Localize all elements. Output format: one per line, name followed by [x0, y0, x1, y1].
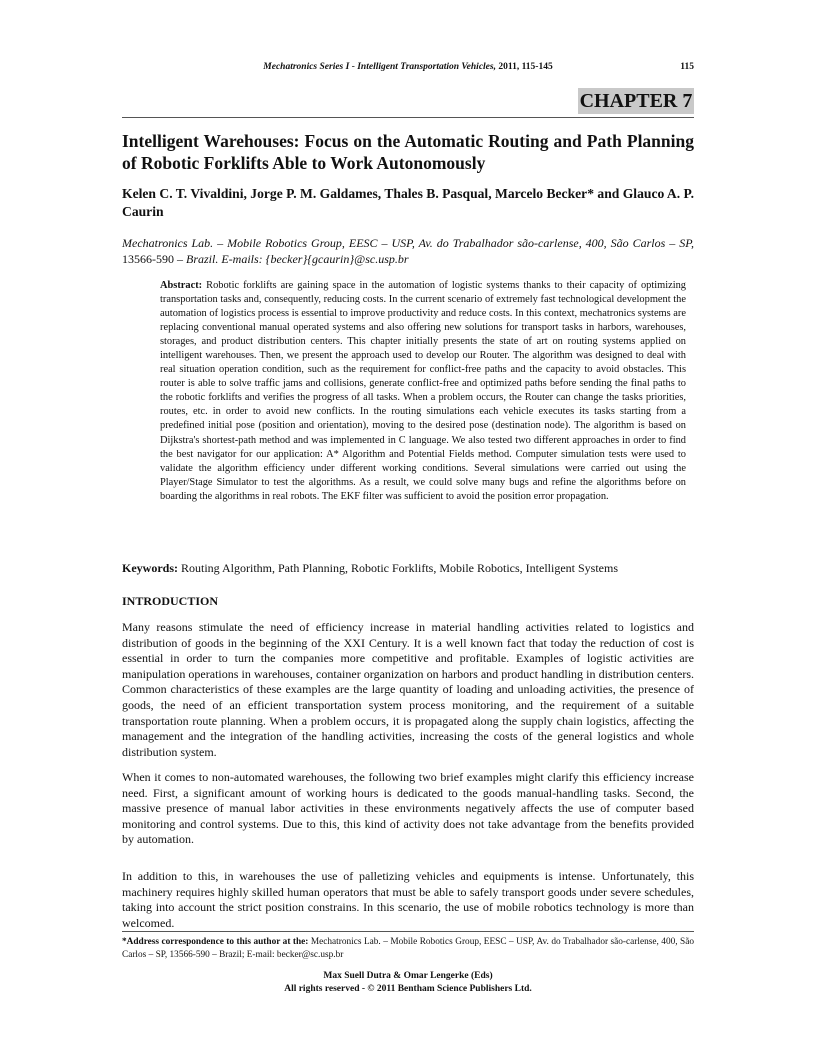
footnote-text: Mechatronics Lab. – Mobile Robotics Group, EESC – USP, Av. do Trabalhador são-carlense, 400, São Carlos – SP, 13566-590 – Brazil; E-mail: becker@sc.usp.br — [122, 937, 694, 960]
paragraph-2: When it comes to non-automated warehouses, the following two brief examples might clarify this efficiency increase need. First, a significant amount of working hours is dedicated to the goods manual-handling tasks. Second, the massive presence of manual labor activities in these environments negatively affects the use of computer based monitoring and control systems. Due to this, this kind of activity does not take advantage from the benefits provided by automation. — [122, 770, 694, 847]
page-number: 115 — [680, 62, 694, 72]
editors: Max Suell Dutra & Omar Lengerke (Eds) — [323, 971, 493, 981]
paper-title: Intelligent Warehouses: Focus on the Automatic Routing and Path Planning of Robotic Forklifts Able to Work Autonomously — [122, 131, 694, 173]
abstract-label: Abstract: — [160, 280, 203, 291]
copyright: All rights reserved - © 2011 Bentham Science Publishers Ltd. — [284, 984, 532, 994]
year-pages: 2011, 115-145 — [495, 62, 553, 72]
paragraph-1: Many reasons stimulate the need of efficiency increase in material handling activities related to logistics and distribution of goods in the beginning of the XXI Century. It is a well known fact that today the reduction of cost is essential in order to turn the companies more competitive and profitable. Examples of logistic activities are manipulation operations in warehouses, container organization on harbors and product handling in distribution centers. Common characteristics of these examples are the large quantity of loading and unloading activities, the presence of goods, the need of an efficient transportation system process monitoring, and the requirement of a suitable transportation route planning. When a problem occurs, it is propagated along the supply chain logistics, affecting the management and the integration of the handling activities, increasing the costs of the general logistics and whole distribution system. — [122, 620, 694, 759]
footnote-rule — [122, 931, 694, 932]
affiliation — [122, 235, 694, 267]
chapter-label: CHAPTER 7 — [579, 90, 693, 112]
abstract-text: Robotic forklifts are gaining space in the automation of logistic systems thanks to their capacity of optimizing transportation tasks and, consequently, reducing costs. In the current scenario of extremely fast technological development the automation of logistics process is essential to improve productivity and reduce costs. In this context, mechatronics systems are replacing conventional manual operated systems and also offering new solutions for transport tasks in harbors, warehouses, storages, and product distribution centers. This chapter initially presents the state of art on routing systems applied on intelligent warehouses. Then, we present the approach used to develop our Router. The algorithm was designed to deal with real situation operation condition, such as the requirement for conflict-free paths and the capacity to avoid obstacles. This router is able to solve traffic jams and collisions, generate conflict-free and optimized paths before sending the final paths to the robotic forklifts and verifies the progress of all tasks. When a problem occurs, the Router can change the tasks priorities, routes, etc. in order to avoid new conflicts. In the routing simulations each vehicle executes its tasks starting from a predefined initial pose (position and orientation), moving to the desired pose (destination node). The algorithm is based on Dijkstra's shortest-path method and was implemented in C language. We also tested two different approaches in order to find the best navigator for our application: A* Algorithm and Potential Fields method. Computer simulation tests were used to validate the algorithm efficiency under different working conditions. Several simulations were carried out using the Player/Stage Simulator to test the algorithms. As a result, we could solve many bugs and refine the algorithms before on boarding the algorithms in real robots. The EKF filter was sufficient to avoid the position error propagation. — [160, 280, 686, 502]
journal-title: Mechatronics Series I - Intelligent Transportation Vehicles, — [263, 62, 496, 72]
paragraph-3: In addition to this, in warehouses the use of palletizing vehicles and equipments is intense. Unfortunately, this machinery requires highly skilled human operators that must be able to safely transport goods under severe schedules, taking into account the strict position constrains. In this scenario, the use of mobile robotics technology is more than welcomed. — [122, 869, 694, 930]
abstract — [160, 279, 686, 504]
keywords-text: Routing Algorithm, Path Planning, Robotic Forklifts, Mobile Robotics, Intelligent Systems — [178, 561, 619, 575]
affiliation-address: Mechatronics Lab. – Mobile Robotics Group, EESC – USP, Av. do Trabalhador são-carlense, 400, São Carlos – SP, — [122, 236, 694, 250]
authors: Kelen C. T. Vivaldini, Jorge P. M. Galdames, Thales B. Pasqual, Marcelo Becker* and Glauco A. P. Caurin — [122, 186, 694, 219]
footnote-label: *Address correspondence to this author at the: — [122, 937, 309, 947]
affiliation-postcode: 13566-590 — [122, 252, 174, 266]
keywords — [122, 561, 694, 576]
footnote — [122, 936, 694, 961]
header-rule — [122, 117, 694, 118]
section-heading: INTRODUCTION — [122, 594, 219, 608]
keywords-label: Keywords: — [122, 561, 178, 575]
affiliation-emails: – Brazil. E-mails: {becker}{gcaurin}@sc.usp.br — [174, 252, 409, 266]
publisher-info — [122, 970, 694, 996]
